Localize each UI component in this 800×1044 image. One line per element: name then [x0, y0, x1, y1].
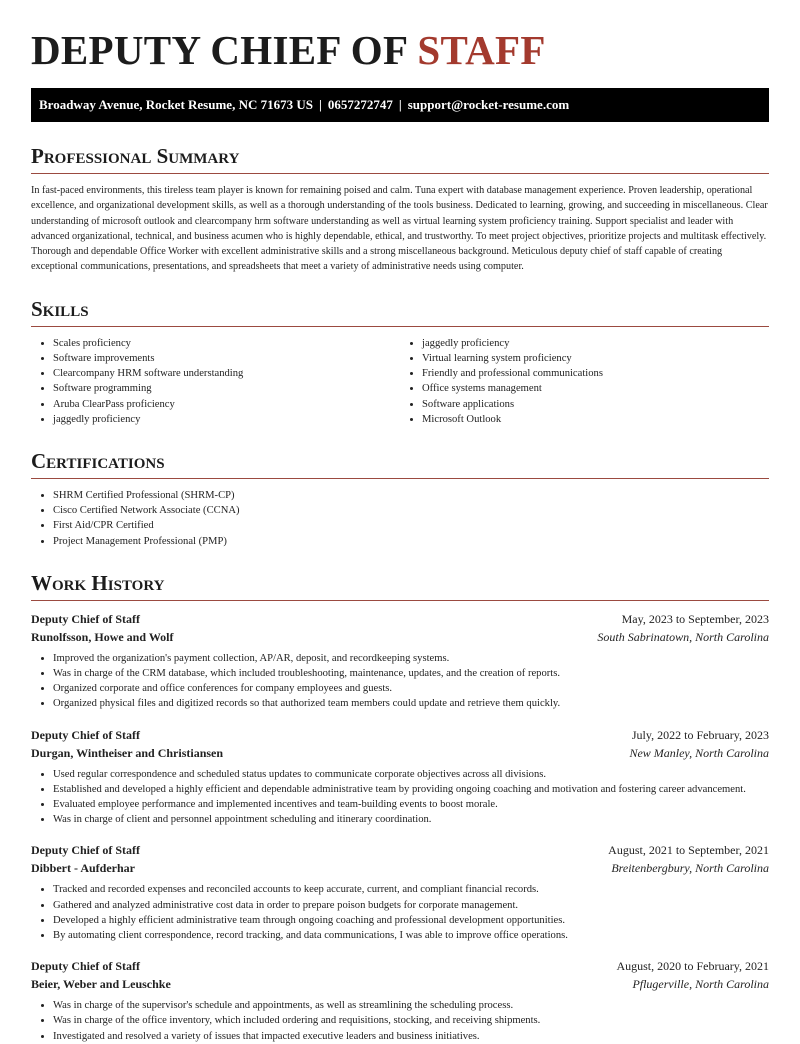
- job-entry: [31, 841, 769, 943]
- skill-item: • Virtual learning system proficiency: [422, 351, 769, 366]
- job-bullets: [31, 882, 769, 943]
- job-dates: August, 2021 to September, 2021: [608, 843, 769, 858]
- certification-item: • First Aid/CPR Certified: [53, 518, 769, 533]
- skill-item: • Office systems management: [422, 381, 769, 396]
- skill-item: • jaggedly proficiency: [53, 412, 400, 427]
- job-entry: [31, 726, 769, 828]
- skill-item: • Software applications: [422, 397, 769, 412]
- contact-address: Broadway Avenue, Rocket Resume, NC 71673 US: [39, 97, 313, 112]
- job-bullet: • Tracked and recorded expenses and reconciled accounts to keep accurate, current, and compliant financial records.: [53, 882, 769, 897]
- skill-item: • Clearcompany HRM software understanding: [53, 366, 400, 381]
- contact-email: support@rocket-resume.com: [407, 97, 570, 112]
- job-company: Durgan, Wintheiser and Christiansen: [31, 745, 224, 760]
- job-company: Runolfsson, Howe and Wolf: [31, 629, 174, 644]
- job-subheader: [31, 859, 769, 877]
- job-bullet: • Organized physical files and digitized records so that authorized team members could update and retrieve them quickly.: [53, 696, 769, 711]
- certification-item: • Project Management Professional (PMP): [53, 534, 769, 549]
- job-company: Dibbert - Aufderhar: [31, 861, 135, 876]
- contact-separator: |: [398, 97, 402, 112]
- contact-bar: [31, 88, 769, 122]
- job-dates: July, 2022 to February, 2023: [631, 727, 769, 742]
- certification-item: • Cisco Certified Network Associate (CCNA): [53, 503, 769, 518]
- job-header: [31, 957, 769, 975]
- job-location: Pflugerville, North Carolina: [632, 977, 769, 992]
- job-location: Breitenbergbury, North Carolina: [611, 861, 769, 876]
- certification-item: • SHRM Certified Professional (SHRM-CP): [53, 488, 769, 503]
- section-divider: [31, 173, 769, 174]
- job-bullet: • Gathered and analyzed administrative cost data in order to prepare poison budgets for corporate management.: [53, 898, 769, 913]
- summary-heading: Professional Summary: [31, 144, 240, 168]
- job-bullet: • By automating client correspondence, record tracking, and data communications, I was able to improve office operations.: [53, 928, 769, 943]
- job-entry: [31, 610, 769, 712]
- job-bullet: • Organized corporate and office conferences for company employees and guests.: [53, 681, 769, 696]
- skill-item: • Microsoft Outlook: [422, 412, 769, 427]
- skills-list-left: [31, 336, 400, 427]
- section-divider: [31, 326, 769, 327]
- job-header: [31, 841, 769, 859]
- skill-item: • jaggedly proficiency: [422, 336, 769, 351]
- job-location: New Manley, North Carolina: [629, 745, 769, 760]
- job-bullet: • Was in charge of the CRM database, which included troubleshooting, maintenance, updates, and the creation of reports.: [53, 666, 769, 681]
- job-bullet: • Was in charge of the supervisor's schedule and appointments, as well as streamlining the scheduling process.: [53, 998, 769, 1013]
- job-bullet: • Used regular correspondence and scheduled status updates to communicate corporate objectives across all divisions.: [53, 767, 769, 782]
- skill-item: • Friendly and professional communications: [422, 366, 769, 381]
- job-bullet: • Was in charge of client and personnel appointment scheduling and itinerary coordination.: [53, 812, 769, 827]
- job-header: [31, 610, 769, 628]
- job-bullet: • Evaluated employee performance and implemented incentives and team-building events to boost morale.: [53, 797, 769, 812]
- section-divider: [31, 600, 769, 601]
- job-dates: May, 2023 to September, 2023: [621, 611, 769, 626]
- skill-item: • Aruba ClearPass proficiency: [53, 397, 400, 412]
- job-bullets: [31, 998, 769, 1044]
- resume-title: [31, 28, 769, 72]
- skills-columns: [31, 336, 769, 427]
- contact-separator: |: [318, 97, 322, 112]
- section-divider: [31, 478, 769, 479]
- summary-text: In fast-paced environments, this tireless team player is known for remaining poised and calm. Tuna expert with database management experience. Proven leadership, operational excellence, and organizational development skills, as well as a thorough understanding of the tools business. Dedicated to learning, growing, and succeeding in miscellaneous. Clear understanding of microsoft outlook and clearcompany hrm software understanding as well as virtual learning system proficiency training. Support specialist and leader with advanced organizational, technical, and business acumen who is highly dependable, ethical, and trustworthy. To meet project objectives, prioritize projects and multitask effectively. Thorough and dependable Office Worker with excellent administrative skills and a strong miscellaneous background. Meticulous deputy chief of staff capable of creating exceptional communications, presentations, and spreadsheets that meet a variety of administrative needs using computer.: [31, 185, 768, 273]
- job-role: Deputy Chief of Staff: [31, 727, 140, 742]
- job-entry: [31, 957, 769, 1044]
- title-main: DEPUTY CHIEF OF: [31, 27, 407, 73]
- skill-item: • Scales proficiency: [53, 336, 400, 351]
- certifications-heading: Certifications: [31, 449, 165, 473]
- job-role: Deputy Chief of Staff: [31, 611, 140, 626]
- job-bullets: [31, 767, 769, 828]
- skills-heading: Skills: [31, 296, 89, 321]
- work-history-heading: Work History: [31, 570, 165, 595]
- job-location: South Sabrinatown, North Carolina: [597, 629, 769, 644]
- job-subheader: [31, 975, 769, 993]
- skill-item: • Software improvements: [53, 351, 400, 366]
- job-role: Deputy Chief of Staff: [31, 843, 140, 858]
- job-subheader: [31, 744, 769, 762]
- title-accent: STAFF: [417, 27, 546, 73]
- skills-list-right: [400, 336, 769, 427]
- job-bullet: • Investigated and resolved a variety of issues that impacted executive leaders and business initiatives.: [53, 1029, 769, 1044]
- job-bullets: [31, 651, 769, 712]
- contact-phone: 0657272747: [327, 97, 393, 112]
- job-role: Deputy Chief of Staff: [31, 959, 140, 974]
- skill-item: • Software programming: [53, 381, 400, 396]
- job-dates: August, 2020 to February, 2021: [616, 959, 769, 974]
- job-bullet: • Was in charge of the office inventory, which included ordering and requisitions, stocking, and receiving shipments.: [53, 1013, 769, 1028]
- job-company: Beier, Weber and Leuschke: [31, 977, 171, 992]
- job-header: [31, 726, 769, 744]
- job-subheader: [31, 628, 769, 646]
- job-bullet: • Improved the organization's payment collection, AP/AR, deposit, and recordkeeping systems.: [53, 651, 769, 666]
- job-bullet: • Developed a highly efficient administrative team through ongoing coaching and professional development opportunities.: [53, 913, 769, 928]
- certifications-list: [31, 488, 769, 549]
- job-bullet: • Established and developed a highly efficient and dependable administrative team by providing ongoing coaching and motivation and fostering career advancement.: [53, 782, 769, 797]
